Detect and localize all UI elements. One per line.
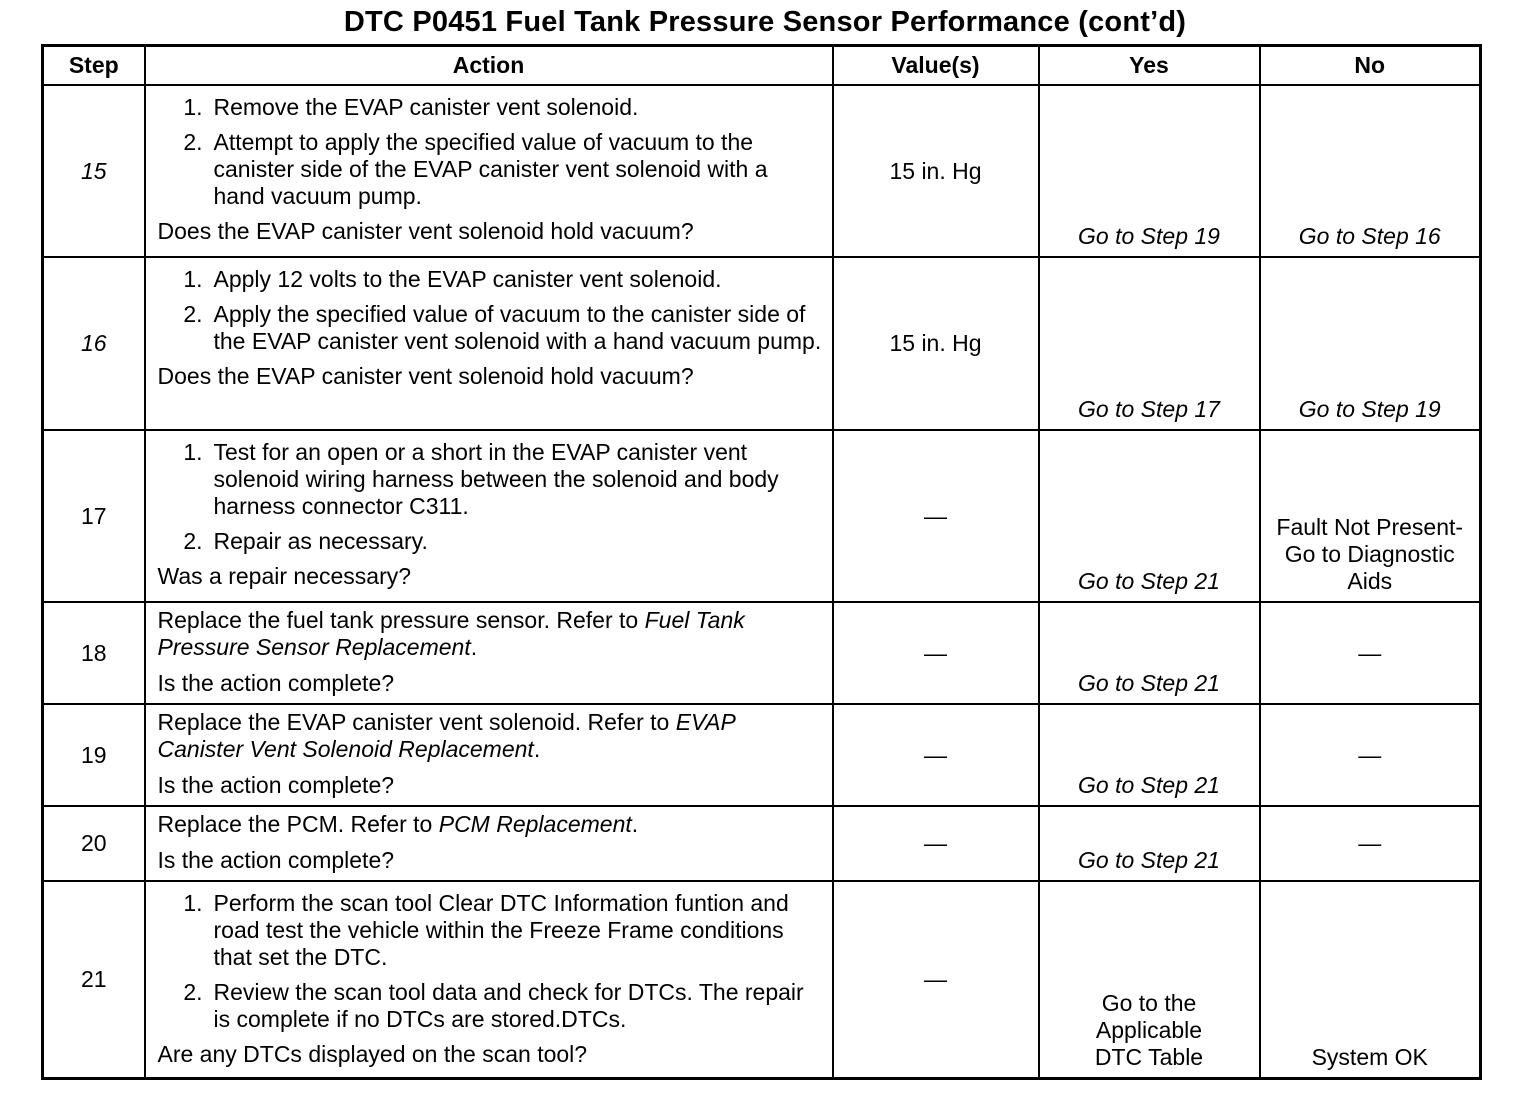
action-question: Is the action complete? [157, 670, 395, 696]
header-action: Action [145, 46, 833, 86]
no-result: System OK [1311, 1043, 1428, 1070]
no-cell [1260, 85, 1481, 257]
list-item: 1. Perform the scan tool Clear DTC Information funtion and road test the vehicle within the Freeze Frame conditions that set the DTC. [183, 890, 789, 970]
action-question: Is the action complete? [157, 847, 395, 873]
table-row [43, 85, 1481, 257]
no-cell: — [1260, 806, 1481, 881]
action-question: Does the EVAP canister vent solenoid hold vacuum? [157, 363, 694, 389]
table-row [43, 881, 1481, 1078]
yes-goto: Go to Step 21 [1078, 847, 1220, 873]
page-title: DTC P0451 Fuel Tank Pressure Sensor Performance (cont’d) [343, 6, 1187, 38]
list-item: 1. Apply 12 volts to the EVAP canister vent solenoid. [183, 266, 722, 292]
yes-goto: Go to Step 21 [1078, 772, 1220, 798]
diagnostic-table [41, 44, 1482, 1080]
no-cell: — [1260, 602, 1481, 704]
value-cell: — [833, 704, 1039, 806]
reference-link: EVAP Canister Vent Solenoid Replacement [157, 709, 735, 762]
yes-goto: Go to Step 19 [1078, 223, 1220, 249]
step-number: 16 [43, 257, 145, 430]
list-item: 1. Test for an open or a short in the EVAP canister vent solenoid wiring harness between the solenoid and body harness connector C311. [183, 439, 779, 519]
action-question: Are any DTCs displayed on the scan tool? [157, 1041, 588, 1067]
table-row [43, 257, 1481, 430]
reference-link: PCM Replacement [438, 811, 632, 837]
value-cell: 15 in. Hg [833, 85, 1039, 257]
action-list [158, 439, 822, 555]
yes-cell [1039, 257, 1260, 430]
action-question: Was a repair necessary? [157, 563, 412, 589]
header-no: No [1260, 46, 1481, 86]
action-question: Is the action complete? [157, 772, 395, 798]
header-yes: Yes [1039, 46, 1260, 86]
yes-result: Go to the Applicable DTC Table [1094, 989, 1204, 1070]
yes-goto: Go to Step 17 [1078, 396, 1220, 422]
action-question: Does the EVAP canister vent solenoid hold vacuum? [157, 218, 694, 244]
yes-cell [1039, 602, 1260, 704]
action-cell [145, 806, 833, 881]
yes-cell [1039, 85, 1260, 257]
yes-cell [1039, 806, 1260, 881]
no-cell [1260, 257, 1481, 430]
table-row [43, 430, 1481, 602]
step-number: 18 [43, 602, 145, 704]
yes-goto: Go to Step 21 [1078, 670, 1220, 696]
diagnostic-table-wrapper [41, 44, 1482, 1080]
list-item: 1. Remove the EVAP canister vent solenoid. [183, 94, 639, 120]
action-cell [145, 257, 833, 430]
value-cell: — [833, 430, 1039, 602]
value-cell: — [833, 602, 1039, 704]
no-cell [1260, 881, 1481, 1078]
table-row [43, 704, 1481, 806]
value-cell: 15 in. Hg [833, 257, 1039, 430]
no-cell [1260, 430, 1481, 602]
table-row [43, 602, 1481, 704]
reference-link: Fuel Tank Pressure Sensor Replacement [157, 607, 745, 660]
action-cell [145, 602, 833, 704]
list-item: 2. Attempt to apply the specified value of vacuum to the canister side of the EVAP canister vent solenoid with a hand vacuum pump. [183, 129, 768, 209]
step-number: 19 [43, 704, 145, 806]
action-cell [145, 85, 833, 257]
action-list [158, 94, 822, 210]
action-text: Replace the fuel tank pressure sensor. Refer to Fuel Tank Pressure Sensor Replacement. [157, 607, 745, 660]
step-number: 20 [43, 806, 145, 881]
action-text: Replace the PCM. Refer to PCM Replacement. [157, 811, 639, 837]
header-values: Value(s) [833, 46, 1039, 86]
value-cell: — [833, 806, 1039, 881]
list-item: 2. Review the scan tool data and check for DTCs. The repair is complete if no DTCs are stored.DTCs. [183, 979, 804, 1032]
yes-goto: Go to Step 21 [1078, 568, 1220, 594]
action-list [158, 890, 822, 1033]
action-list [158, 266, 822, 355]
action-text: Replace the EVAP canister vent solenoid. Refer to EVAP Canister Vent Solenoid Replacement. [157, 709, 735, 762]
yes-cell [1039, 881, 1260, 1078]
no-goto: Go to Step 19 [1298, 396, 1441, 422]
step-number: 17 [43, 430, 145, 602]
step-number: 15 [43, 85, 145, 257]
no-result: Fault Not Present-Go to Diagnostic Aids [1276, 514, 1464, 594]
header-row [43, 46, 1481, 86]
no-cell: — [1260, 704, 1481, 806]
yes-cell [1039, 430, 1260, 602]
action-cell [145, 704, 833, 806]
action-cell [145, 881, 833, 1078]
table-row [43, 806, 1481, 881]
action-cell [145, 430, 833, 602]
step-number: 21 [43, 881, 145, 1078]
value-cell: — [833, 881, 1039, 1078]
header-step: Step [43, 46, 145, 86]
yes-cell [1039, 704, 1260, 806]
list-item: 2. Repair as necessary. [183, 528, 428, 554]
no-goto: Go to Step 16 [1298, 223, 1441, 249]
list-item: 2. Apply the specified value of vacuum to the canister side of the EVAP canister vent solenoid with a hand vacuum pump. [183, 301, 822, 354]
